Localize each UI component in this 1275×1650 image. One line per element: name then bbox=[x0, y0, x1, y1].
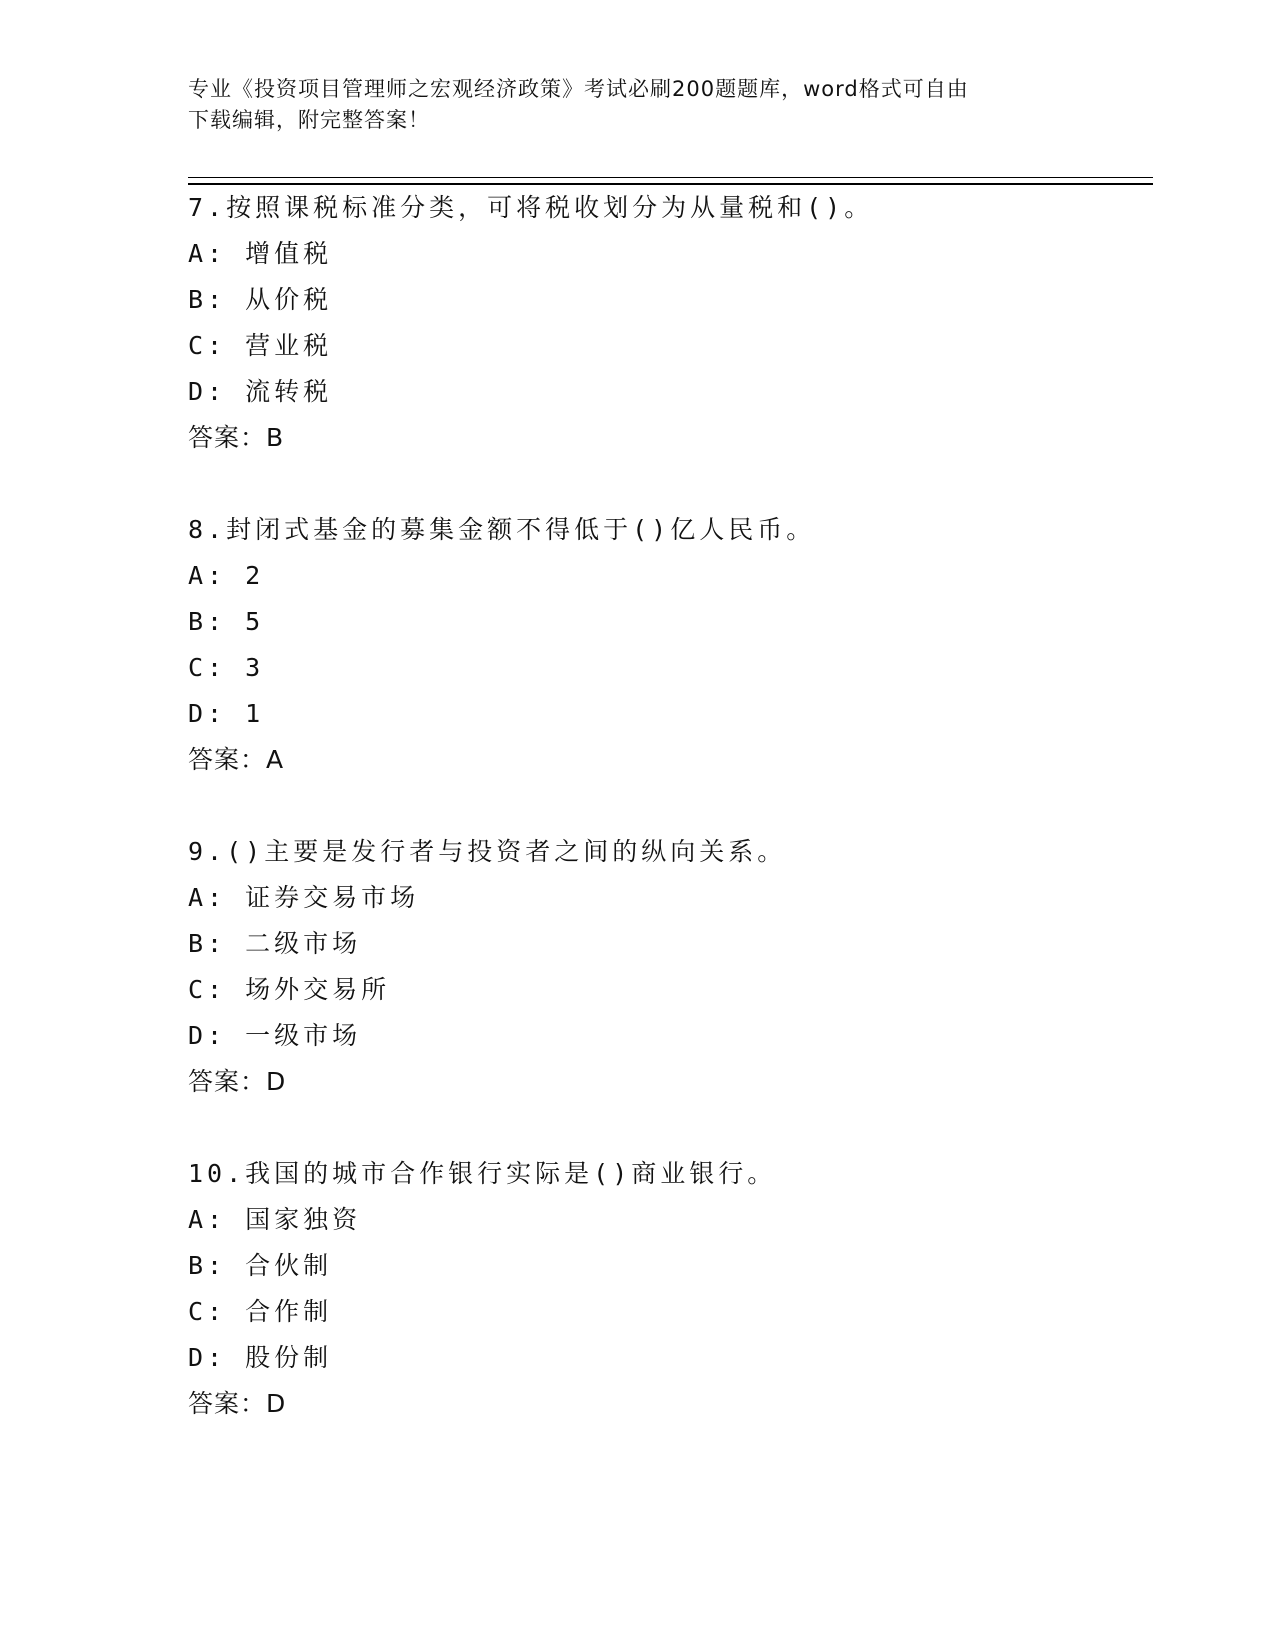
option-d: D: 一级市场 bbox=[188, 1021, 362, 1050]
document-header bbox=[188, 74, 1088, 136]
answer-label: 答案：D bbox=[188, 1067, 287, 1096]
option-b: B: 二级市场 bbox=[188, 929, 362, 958]
header-divider-top bbox=[188, 177, 1153, 178]
question-block bbox=[188, 185, 1138, 461]
answer-label: 答案：B bbox=[188, 423, 285, 452]
header-line-2: 下载编辑，附完整答案！ bbox=[188, 108, 430, 132]
question-block bbox=[188, 507, 1138, 783]
option-a: A: 2 bbox=[188, 561, 265, 590]
question-stem: 8.封闭式基金的募集金额不得低于()亿人民币。 bbox=[188, 515, 816, 544]
question-stem: 7.按照课税标准分类，可将税收划分为从量税和()。 bbox=[188, 193, 874, 222]
option-b: B: 合伙制 bbox=[188, 1251, 333, 1280]
question-stem: 9.()主要是发行者与投资者之间的纵向关系。 bbox=[188, 837, 787, 866]
option-d: D: 股份制 bbox=[188, 1343, 333, 1372]
answer-label: 答案：D bbox=[188, 1389, 287, 1418]
question-block bbox=[188, 1151, 1138, 1427]
option-b: B: 5 bbox=[188, 607, 265, 636]
option-d: D: 1 bbox=[188, 699, 265, 728]
header-line-1: 专业《投资项目管理师之宏观经济政策》考试必刷200题题库，word格式可自由 bbox=[188, 77, 969, 101]
option-a: A: 证券交易市场 bbox=[188, 883, 420, 912]
option-b: B: 从价税 bbox=[188, 285, 333, 314]
option-a: A: 增值税 bbox=[188, 239, 333, 268]
option-c: C: 合作制 bbox=[188, 1297, 333, 1326]
answer-label: 答案：A bbox=[188, 745, 285, 774]
question-stem: 10.我国的城市合作银行实际是()商业银行。 bbox=[188, 1159, 777, 1188]
question-block bbox=[188, 829, 1138, 1105]
option-c: C: 3 bbox=[188, 653, 265, 682]
option-c: C: 场外交易所 bbox=[188, 975, 391, 1004]
option-c: C: 营业税 bbox=[188, 331, 333, 360]
option-a: A: 国家独资 bbox=[188, 1205, 362, 1234]
option-d: D: 流转税 bbox=[188, 377, 333, 406]
